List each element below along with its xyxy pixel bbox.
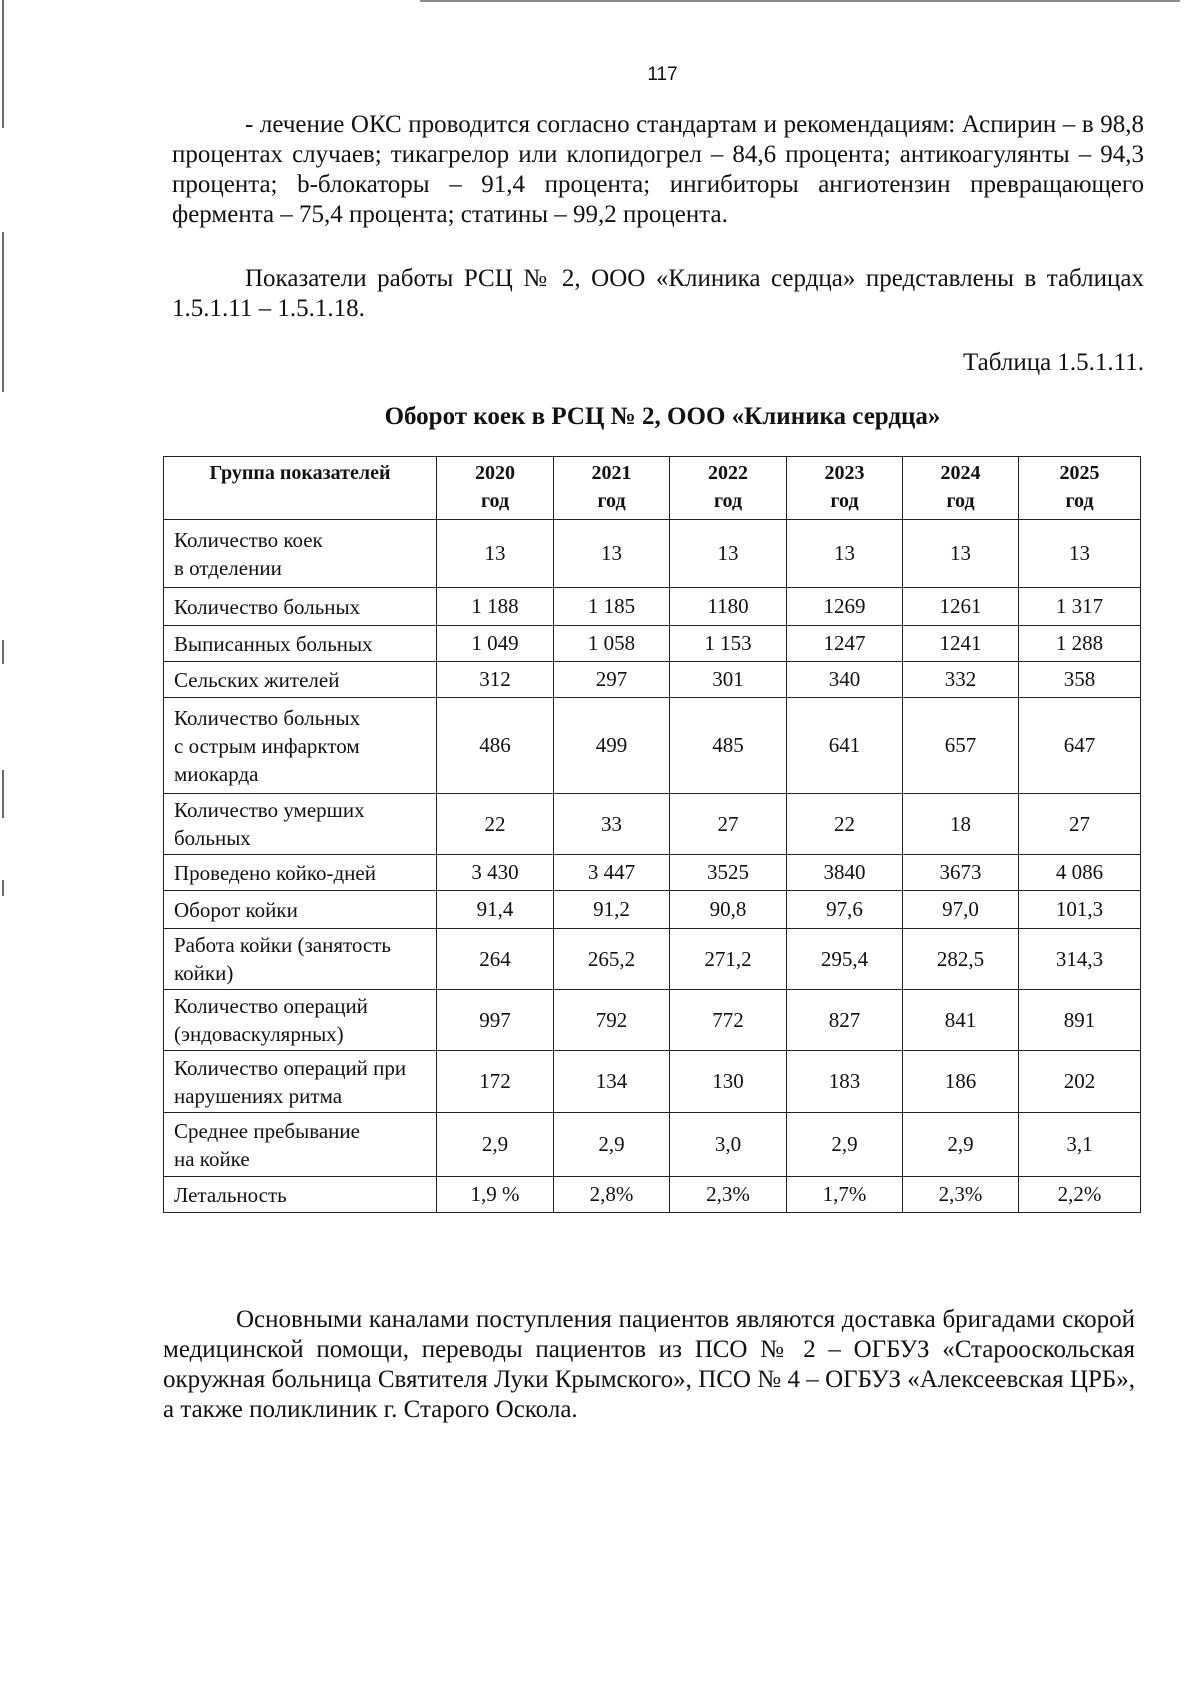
year-label: 2024 xyxy=(940,462,981,484)
row-label-line: Количество умерших xyxy=(174,798,365,822)
row-label-cell xyxy=(164,990,437,1051)
value-cell: 301 xyxy=(670,662,787,698)
value-cell: 183 xyxy=(787,1051,903,1113)
row-label-cell xyxy=(164,1051,437,1113)
row-label-line: Количество операций при xyxy=(174,1055,407,1080)
value-cell: 13 xyxy=(787,520,903,588)
row-label-cell xyxy=(164,662,437,698)
value-cell: 101,3 xyxy=(1019,891,1141,929)
value-cell: 312 xyxy=(437,662,554,698)
paragraph-channels: Основными каналами поступления пациентов являются доставка бригадами скорой медицинской помощи, переводы пациентов из ПСО № 2 – ОГБУЗ «Старооскольская окружная больница Святителя Луки Крымского», ПСО № 4 – ОГБУЗ «Алексеевская ЦРБ», а также поликлиник г. Старого Оскола. xyxy=(163,1306,1135,1423)
row-label-cell xyxy=(164,891,437,929)
value-cell: 90,8 xyxy=(670,891,787,929)
year-unit-label: год xyxy=(830,490,859,512)
value-cell: 282,5 xyxy=(903,929,1019,990)
year-label: 2021 xyxy=(591,462,632,484)
row-label-cell xyxy=(164,1113,437,1177)
value-cell: 97,0 xyxy=(903,891,1019,929)
value-cell: 1247 xyxy=(787,626,903,662)
row-label-cell xyxy=(164,929,437,990)
value-cell: 13 xyxy=(554,520,670,588)
year-header-cell xyxy=(787,457,903,520)
year-unit-label: год xyxy=(946,490,975,512)
row-label-cell xyxy=(164,588,437,626)
value-cell: 134 xyxy=(554,1051,670,1113)
row-label-line: Количество операций xyxy=(174,994,368,1018)
year-unit-label: год xyxy=(713,490,743,512)
scan-edge-line xyxy=(420,0,1180,2)
value-cell: 264 xyxy=(437,929,554,990)
value-cell: 841 xyxy=(903,990,1019,1051)
value-cell: 358 xyxy=(1019,662,1141,698)
row-label-line: Количество больных xyxy=(174,705,361,730)
value-cell: 1,7% xyxy=(787,1177,903,1213)
value-cell: 1 049 xyxy=(437,626,554,662)
table-row xyxy=(164,794,1141,855)
value-cell: 18 xyxy=(903,794,1019,855)
table-row xyxy=(164,626,1141,662)
value-cell: 499 xyxy=(554,698,670,794)
year-label: 2023 xyxy=(824,462,865,484)
year-unit-label: год xyxy=(480,490,510,512)
row-label-cell xyxy=(164,855,437,891)
row-label-line: Выписанных больных xyxy=(174,631,373,656)
value-cell: 1 058 xyxy=(554,626,670,662)
table-row xyxy=(164,855,1141,891)
row-label-cell xyxy=(164,520,437,588)
value-cell: 2,8% xyxy=(554,1177,670,1213)
value-cell: 2,3% xyxy=(670,1177,787,1213)
row-label-line: с острым инфарктом xyxy=(174,733,360,758)
row-label-line: больных xyxy=(174,826,251,850)
value-cell: 485 xyxy=(670,698,787,794)
value-cell: 486 xyxy=(437,698,554,794)
value-cell: 657 xyxy=(903,698,1019,794)
value-cell: 1269 xyxy=(787,588,903,626)
table-row xyxy=(164,990,1141,1051)
value-cell: 2,2% xyxy=(1019,1177,1141,1213)
paragraph-treatment: - лечение ОКС проводится согласно стандартам и рекомендациям: Аспирин – в 98,8 процентах случаев; тикагрелор или клопидогрел – 84,6 процента; антикоагулянты – 94,3 процента; b-блокаторы – 91,4 процента; ингибиторы ангиотензин превращающего фермента – 75,4 процента; статины – 99,2 процента. xyxy=(172,111,1144,228)
value-cell: 27 xyxy=(1019,794,1141,855)
value-cell: 295,4 xyxy=(787,929,903,990)
row-label-line: Сельских жителей xyxy=(174,667,340,692)
value-cell: 186 xyxy=(903,1051,1019,1113)
value-cell: 13 xyxy=(437,520,554,588)
table-header-row xyxy=(164,457,1141,520)
value-cell: 3,0 xyxy=(670,1113,787,1177)
table-row xyxy=(164,1113,1141,1177)
value-cell: 22 xyxy=(437,794,554,855)
row-label-line: нарушениях ритма xyxy=(174,1083,343,1108)
table-row xyxy=(164,698,1141,794)
value-cell: 2,9 xyxy=(437,1113,554,1177)
year-header-cell xyxy=(1019,457,1141,520)
value-cell: 997 xyxy=(437,990,554,1051)
value-cell: 314,3 xyxy=(1019,929,1141,990)
table-body xyxy=(164,520,1141,1213)
row-label-line: койки) xyxy=(174,961,234,985)
group-header-cell: Группа показателей xyxy=(164,457,437,520)
value-cell: 1241 xyxy=(903,626,1019,662)
row-label-cell xyxy=(164,626,437,662)
value-cell: 2,3% xyxy=(903,1177,1019,1213)
scan-edge-line xyxy=(2,232,4,392)
value-cell: 641 xyxy=(787,698,903,794)
value-cell: 1 153 xyxy=(670,626,787,662)
value-cell: 13 xyxy=(670,520,787,588)
value-cell: 265,2 xyxy=(554,929,670,990)
value-cell: 647 xyxy=(1019,698,1141,794)
value-cell: 1261 xyxy=(903,588,1019,626)
row-label-line: Количество коек xyxy=(174,527,323,552)
year-header-cell xyxy=(554,457,670,520)
value-cell: 3 447 xyxy=(554,855,670,891)
row-label-cell xyxy=(164,1177,437,1213)
value-cell: 27 xyxy=(670,794,787,855)
year-header-cell xyxy=(903,457,1019,520)
value-cell: 332 xyxy=(903,662,1019,698)
table-number: Таблица 1.5.1.11. xyxy=(963,349,1144,376)
year-label: 2022 xyxy=(708,462,748,484)
value-cell: 202 xyxy=(1019,1051,1141,1113)
value-cell: 13 xyxy=(903,520,1019,588)
value-cell: 91,4 xyxy=(437,891,554,929)
row-label-cell xyxy=(164,794,437,855)
value-cell: 1 288 xyxy=(1019,626,1141,662)
value-cell: 792 xyxy=(554,990,670,1051)
value-cell: 772 xyxy=(670,990,787,1051)
table-title: Оборот коек в РСЦ № 2, ООО «Клиника сердца» xyxy=(384,403,941,430)
value-cell: 1 185 xyxy=(554,588,670,626)
table-row xyxy=(164,891,1141,929)
bed-turnover-table xyxy=(163,456,1141,1213)
row-label-cell xyxy=(164,698,437,794)
row-label-line: на койке xyxy=(174,1146,250,1171)
value-cell: 91,2 xyxy=(554,891,670,929)
paragraph-intro: Показатели работы РСЦ № 2, ООО «Клиника сердца» представлены в таблицах 1.5.1.11 – 1.5.1.18. xyxy=(172,265,1144,322)
value-cell: 97,6 xyxy=(787,891,903,929)
value-cell: 271,2 xyxy=(670,929,787,990)
value-cell: 4 086 xyxy=(1019,855,1141,891)
value-cell: 1 188 xyxy=(437,588,554,626)
page-number: 117 xyxy=(647,64,678,85)
value-cell: 3,1 xyxy=(1019,1113,1141,1177)
value-cell: 827 xyxy=(787,990,903,1051)
row-label-line: Летальность xyxy=(174,1182,287,1207)
value-cell: 2,9 xyxy=(787,1113,903,1177)
year-unit-label: год xyxy=(597,490,626,512)
value-cell: 13 xyxy=(1019,520,1141,588)
value-cell: 297 xyxy=(554,662,670,698)
table-row xyxy=(164,929,1141,990)
row-label-line: в отделении xyxy=(174,555,282,580)
row-label-line: Проведено койко-дней xyxy=(174,860,376,885)
value-cell: 3673 xyxy=(903,855,1019,891)
year-header-cell xyxy=(670,457,787,520)
value-cell: 2,9 xyxy=(903,1113,1019,1177)
value-cell: 3 430 xyxy=(437,855,554,891)
scan-edge-line xyxy=(2,640,4,664)
value-cell: 3525 xyxy=(670,855,787,891)
value-cell: 2,9 xyxy=(554,1113,670,1177)
table-row xyxy=(164,662,1141,698)
value-cell: 33 xyxy=(554,794,670,855)
row-label-line: Количество больных xyxy=(174,594,361,619)
row-label-line: миокарда xyxy=(174,761,259,786)
value-cell: 3840 xyxy=(787,855,903,891)
value-cell: 1180 xyxy=(670,588,787,626)
value-cell: 340 xyxy=(787,662,903,698)
value-cell: 891 xyxy=(1019,990,1141,1051)
table-row xyxy=(164,1051,1141,1113)
year-label: 2020 xyxy=(475,462,515,484)
table-row xyxy=(164,1177,1141,1213)
row-label-line: Оборот койки xyxy=(174,897,298,922)
value-cell: 1 317 xyxy=(1019,588,1141,626)
value-cell: 172 xyxy=(437,1051,554,1113)
year-unit-label: год xyxy=(1065,490,1094,512)
year-label: 2025 xyxy=(1059,462,1100,484)
year-header-cell xyxy=(437,457,554,520)
value-cell: 1,9 % xyxy=(437,1177,554,1213)
table-row xyxy=(164,520,1141,588)
row-label-line: Среднее пребывание xyxy=(174,1118,360,1143)
scan-edge-line xyxy=(2,770,4,818)
value-cell: 130 xyxy=(670,1051,787,1113)
table-row xyxy=(164,588,1141,626)
value-cell: 22 xyxy=(787,794,903,855)
row-label-line: Работа койки (занятость xyxy=(174,933,391,957)
row-label-line: (эндоваскулярных) xyxy=(174,1022,344,1046)
scan-edge-line xyxy=(2,880,4,896)
